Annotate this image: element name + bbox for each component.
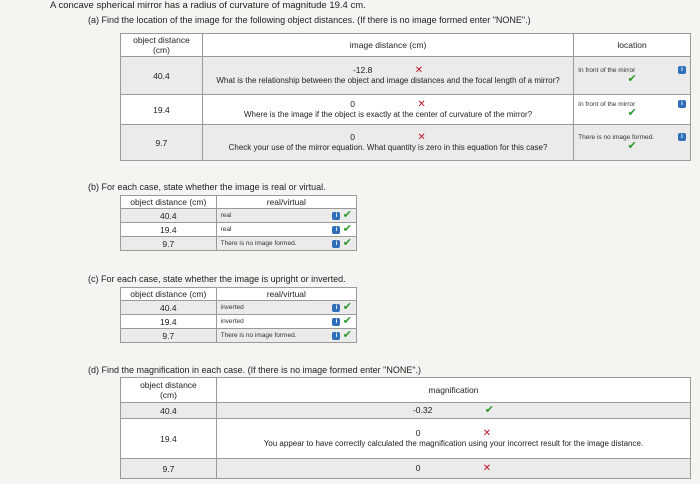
info-icon[interactable]: i <box>332 212 340 220</box>
checkmark-icon: ✔ <box>627 140 637 152</box>
part-b-prompt: (b) For each case, state whether the image is real or virtual. <box>88 182 326 192</box>
info-icon[interactable]: i <box>678 66 686 74</box>
table-row <box>121 95 691 125</box>
answer-select[interactable]: inverted <box>220 318 244 325</box>
magnification-value[interactable]: 0 <box>415 428 421 438</box>
table-row <box>121 237 357 251</box>
object-distance-cell: 40.4 <box>121 301 217 315</box>
location-cell <box>574 95 691 125</box>
problem-statement: A concave spherical mirror has a radius of curvature of magnitude 19.4 cm. <box>50 0 366 11</box>
cross-icon: ✕ <box>482 428 492 439</box>
part-c-table <box>120 287 357 343</box>
image-distance-cell <box>202 95 573 125</box>
image-distance-value[interactable]: 0 <box>350 132 356 142</box>
cross-icon: ✕ <box>482 463 492 474</box>
object-distance-cell: 19.4 <box>121 315 217 329</box>
answer-cell <box>216 329 356 343</box>
location-cell <box>574 57 691 95</box>
cross-icon: ✕ <box>414 65 424 76</box>
answer-cell <box>216 237 356 251</box>
table-row <box>121 223 357 237</box>
answer-cell <box>216 223 356 237</box>
info-icon[interactable]: i <box>678 133 686 141</box>
part-d-table <box>120 377 691 479</box>
cross-icon: ✕ <box>417 132 426 143</box>
col-header-real-virtual: real/virtual <box>216 288 356 301</box>
object-distance-cell: 19.4 <box>121 223 217 237</box>
image-distance-value[interactable]: -12.8 <box>352 65 373 75</box>
col-header-location: location <box>574 34 691 57</box>
part-a-table <box>120 33 691 161</box>
info-icon[interactable]: i <box>332 318 340 326</box>
checkmark-icon: ✔ <box>627 107 637 119</box>
checkmark-icon: ✔ <box>342 209 352 221</box>
checkmark-icon: ✔ <box>342 237 352 249</box>
object-distance-cell: 9.7 <box>121 237 217 251</box>
checkmark-icon: ✔ <box>342 301 352 313</box>
table-row <box>121 57 691 95</box>
magnification-cell <box>216 459 690 479</box>
magnification-value[interactable]: -0.32 <box>412 405 433 415</box>
table-row <box>121 301 357 315</box>
table-row <box>121 329 357 343</box>
feedback-text: What is the relationship between the object and image distances and the focal length of a mirror? <box>216 76 560 85</box>
checkmark-icon: ✔ <box>342 223 352 235</box>
answer-cell <box>216 301 356 315</box>
col-header-object-distance: object distance (cm) <box>121 378 217 403</box>
object-distance-cell: 40.4 <box>121 57 203 95</box>
object-distance-cell: 9.7 <box>121 125 203 161</box>
object-distance-cell: 40.4 <box>121 403 217 419</box>
checkmark-icon: ✔ <box>342 329 352 341</box>
info-icon[interactable]: i <box>332 332 340 340</box>
col-header-magnification: magnification <box>216 378 690 403</box>
answer-cell <box>216 315 356 329</box>
location-select[interactable]: In front of the mirror <box>578 100 636 108</box>
part-c-prompt: (c) For each case, state whether the image is upright or inverted. <box>88 274 346 284</box>
table-row <box>121 315 357 329</box>
location-cell <box>574 125 691 161</box>
part-a-prompt: (a) Find the location of the image for the following object distances. (If there is no image formed enter "NONE".) <box>88 15 531 25</box>
feedback-text: You appear to have correctly calculated the magnification using your incorrect result for the image distance. <box>263 439 644 448</box>
checkmark-icon: ✔ <box>484 404 494 416</box>
table-row <box>121 403 691 419</box>
info-icon[interactable]: i <box>332 304 340 312</box>
info-icon[interactable]: i <box>332 226 340 234</box>
part-b-table <box>120 195 357 251</box>
cross-icon: ✕ <box>417 99 426 110</box>
feedback-text: Where is the image if the object is exactly at the center of curvature of the mirror? <box>243 110 533 119</box>
col-header-image-distance: image distance (cm) <box>202 34 573 57</box>
object-distance-cell: 19.4 <box>121 419 217 459</box>
magnification-cell <box>216 419 690 459</box>
table-row <box>121 125 691 161</box>
magnification-value[interactable]: 0 <box>415 463 421 473</box>
col-header-object-distance: object distance (cm) <box>121 196 217 209</box>
table-row <box>121 419 691 459</box>
info-icon[interactable]: i <box>332 240 340 248</box>
part-d-prompt: (d) Find the magnification in each case. (If there is no image formed enter "NONE".) <box>88 365 422 375</box>
checkmark-icon: ✔ <box>627 73 637 85</box>
answer-select[interactable]: There is no image formed. <box>220 332 297 339</box>
info-icon[interactable]: i <box>678 100 686 108</box>
object-distance-cell: 9.7 <box>121 329 217 343</box>
magnification-cell <box>216 403 690 419</box>
feedback-text: Check your use of the mirror equation. What quantity is zero in this equation for this case? <box>228 143 548 152</box>
col-header-object-distance: object distance (cm) <box>121 34 203 57</box>
object-distance-cell: 19.4 <box>121 95 203 125</box>
answer-select[interactable]: real <box>220 226 232 233</box>
object-distance-cell: 40.4 <box>121 209 217 223</box>
location-select[interactable]: In front of the mirror <box>578 66 636 74</box>
object-distance-cell: 9.7 <box>121 459 217 479</box>
table-row <box>121 209 357 223</box>
col-header-object-distance: object distance (cm) <box>121 288 217 301</box>
col-header-real-virtual: real/virtual <box>216 196 356 209</box>
image-distance-value[interactable]: 0 <box>350 99 356 109</box>
image-distance-cell <box>202 57 573 95</box>
answer-select[interactable]: There is no image formed. <box>220 240 297 247</box>
answer-select[interactable]: inverted <box>220 304 244 311</box>
answer-cell <box>216 209 356 223</box>
location-select[interactable]: There is no image formed. <box>578 133 655 141</box>
answer-select[interactable]: real <box>220 212 232 219</box>
image-distance-cell <box>202 125 573 161</box>
checkmark-icon: ✔ <box>342 315 352 327</box>
table-row <box>121 459 691 479</box>
